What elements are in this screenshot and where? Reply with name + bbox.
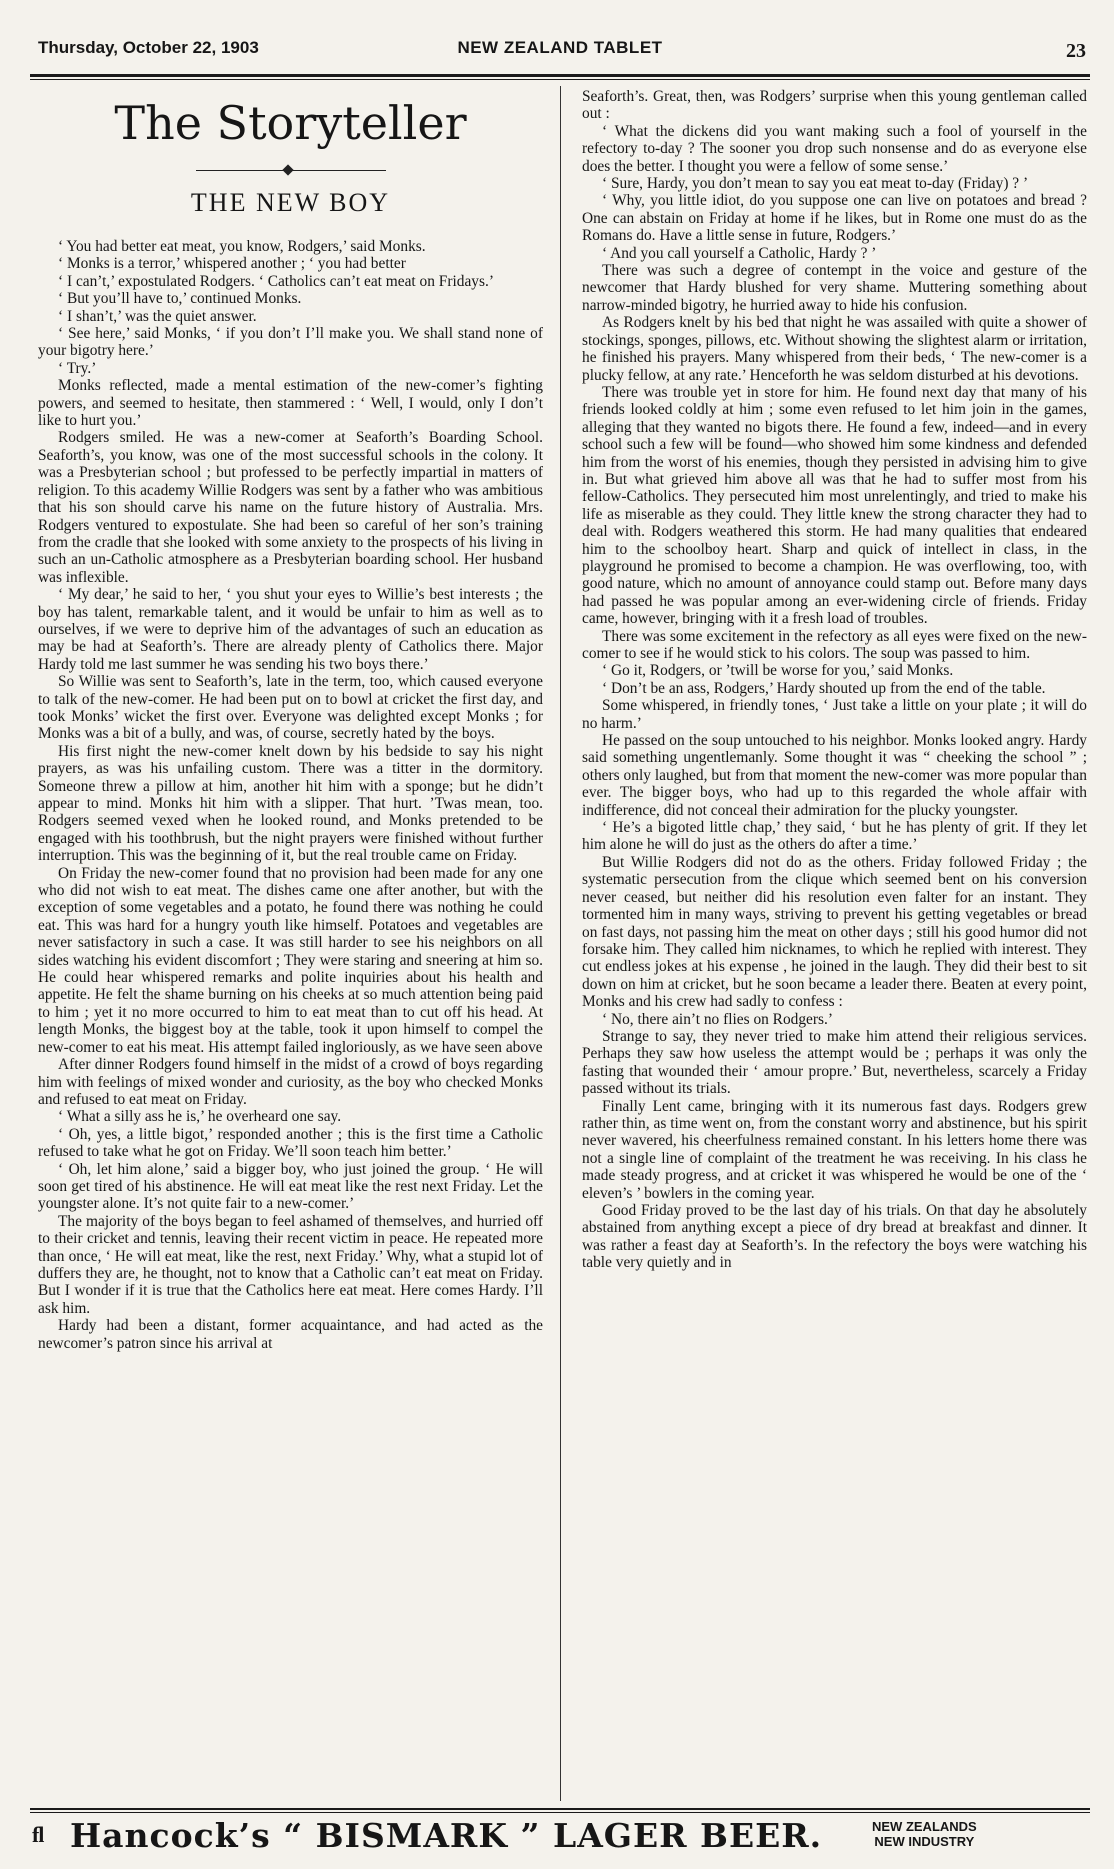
paragraph: ‘ See here,’ said Monks, ‘ if you don’t I’ll make you. We shall stand none of your bigotry here.’ bbox=[38, 325, 543, 360]
masthead bbox=[30, 28, 1090, 76]
paragraph: ‘ My dear,’ he said to her, ‘ you shut your eyes to Willie’s best interests ; the boy has talent, remarkable talent, and it would be unfair to him as well as to ourselves, if we were to deprive him of the advantages of such an education as may be had at Seaforth’s. There are already plenty of Catholics there. Major Hardy told me last summer he was sending his two boys there.’ bbox=[38, 586, 543, 673]
paragraph: His first night the new-comer knelt down by his bedside to say his night prayers, as was his unfailing custom. There was a titter in the dormitory. Someone threw a pillow at him, another hit him with a sponge; but he didn’t appear to mind. Monks hit him with a slipper. That hurt. ’Twas mean, too. Rodgers seemed vexed when he looked round, and Monks pretended to be engaged with his toothbrush, but the night prayers were finished without further interruption. This was the beginning of it, but the real trouble came on Friday. bbox=[38, 742, 543, 865]
paragraph: He passed on the soup untouched to his neighbor. Monks looked angry. Hardy said something ungentlemanly. Some thought it was “ cheeking the school ” ; others only laughed, but from that moment the new-comer was more popular than ever. The bigger boys, who had up to this regarded the whole affair with indifference, did not conceal their admiration for the plucky youngster. bbox=[582, 732, 1087, 819]
paragraph: Hardy had been a distant, former acquaintance, and had acted as the newcomer’s patron since his arrival at bbox=[38, 1317, 543, 1352]
paragraph: ‘ But you’ll have to,’ continued Monks. bbox=[58, 290, 302, 308]
advertisement-banner bbox=[30, 1816, 1090, 1856]
paragraph: Some whispered, in friendly tones, ‘ Just take a little on your plate ; it will do no harm.’ bbox=[582, 697, 1087, 732]
paragraph: ‘ Why, you little idiot, do you suppose one can live on potatoes and bread ? One can abstain on Friday at home if he likes, but in Rome one must do as the Romans do. Have a little sense in future, Rodgers.’ bbox=[582, 192, 1087, 245]
paragraph: The majority of the boys began to feel ashamed of themselves, and hurried off to their cricket and tennis, leaving their recent victim in peace. He repeated more than once, ‘ He will eat meat, like the rest, next Friday.’ Why, what a stupid lot of duffers they are, he thought, not to know that a Catholic can’t eat meat on Friday. But I wonder if it is true that the Catholics here eat meat. Here comes Hardy. I’ll ask him. bbox=[38, 1212, 543, 1317]
paragraph: Monks reflected, made a mental estimation of the new-comer’s fighting powers, and seemed to hesitate, then stammered : ‘ Well, I would, only I don’t like to hurt you.’ bbox=[38, 377, 543, 430]
left-column-body bbox=[38, 238, 543, 1352]
ornament-divider bbox=[196, 166, 386, 176]
ad-tagline bbox=[872, 1819, 977, 1849]
paragraph: ‘ And you call yourself a Catholic, Hardy ? ’ bbox=[602, 244, 877, 262]
paragraph: ‘ What the dickens did you want making such a fool of yourself in the refectory to-day ? The sooner you drop such nonsense and do as everyone else does the better. I thought you were a fellow of some sense.’ bbox=[582, 122, 1087, 175]
paragraph: ‘ Oh, yes, a little bigot,’ responded another ; this is the first time a Catholic refused to take what he got on Friday. We’ll soon teach him better.’ bbox=[38, 1125, 543, 1161]
paragraph: But Willie Rodgers did not do as the others. Friday followed Friday ; the systematic persecution from the clique which seemed bent on his conversion never ceased, but neither did his resolution even falter for an instant. They tormented him in many ways, striving to prevent his getting vegetables or bread on fast days, not passing him the meat on other days ; still his good humor did not forsake him. They called him nicknames, to which he replied with interest. They cut endless jokes at his expense , he joined in the laugh. They did their best to sit down on him at cricket, but he soon became a leader there. Beaten at every point, Monks and his crew had sadly to confess : bbox=[582, 853, 1087, 1011]
paper-name: NEW ZEALAND TABLET bbox=[457, 38, 663, 57]
left-column bbox=[38, 88, 543, 1352]
footer-rule-thin bbox=[30, 1812, 1090, 1813]
paragraph: Rodgers smiled. He was a new-comer at Seaforth’s Boarding School. Seaforth’s, you know, was one of the most successful schools in the colony. It was a Presbyterian school ; but professed to be perfectly impartial in matters of religion. To this academy Willie Rodgers was sent by a father who was ambitious that his son should carve his name on the future history of Australia. Mrs. Rodgers ventured to expostulate. She had been so careful of her son’s training from the cradle that she looked with some anxiety to the prospects of his living in such an un-Catholic atmosphere as a Presbyterian boarding school. Her husband was inflexible. bbox=[38, 429, 543, 586]
ad-mark: ﬂ bbox=[32, 1822, 45, 1847]
paragraph: ‘ Sure, Hardy, you don’t mean to say you eat meat to-day (Friday) ? ’ bbox=[602, 175, 1029, 193]
paragraph: ‘ Try.’ bbox=[58, 359, 97, 377]
paragraph: So Willie was sent to Seaforth’s, late in the term, too, which caused everyone to talk of the new-comer. He had been put on to bowl at cricket the first day, and took Monks’ wicket the first over. Everyone was delighted except Monks ; for Monks was a bit of a bully, and was, of course, secretly hated by the boys. bbox=[38, 673, 543, 743]
column-divider bbox=[560, 86, 561, 1801]
right-column-body bbox=[582, 88, 1087, 1272]
newspaper-page bbox=[30, 28, 1090, 1855]
paragraph: Strange to say, they never tried to make him attend their religious services. Perhaps they saw how useless the attempt would be ; perhaps it was only the fasting that wounded their ‘ amour propre.’ But, nevertheless, scarcely a Friday passed without its trials. bbox=[582, 1027, 1087, 1098]
ad-tagline-line1: NEW ZEALANDS bbox=[872, 1819, 977, 1834]
issue-date: Thursday, October 22, 1903 bbox=[38, 38, 259, 57]
paragraph: After dinner Rodgers found himself in the midst of a crowd of boys regarding him with feelings of mixed wonder and curiosity, as the boy who checked Monks and refused to eat meat on Friday. bbox=[38, 1056, 543, 1108]
paragraph: ‘ Don’t be an ass, Rodgers,’ Hardy shouted up from the end of the table. bbox=[602, 679, 1046, 697]
footer-rule bbox=[30, 1808, 1090, 1810]
ad-tagline-line2: NEW INDUSTRY bbox=[874, 1834, 975, 1849]
paragraph: ‘ I can’t,’ expostulated Rodgers. ‘ Catholics can’t eat meat on Fridays.’ bbox=[58, 272, 494, 290]
paragraph: ‘ I shan’t,’ was the quiet answer. bbox=[58, 307, 257, 325]
paragraph: Seaforth’s. Great, then, was Rodgers’ surprise when this young gentleman called out : bbox=[582, 88, 1087, 123]
paragraph: Good Friday proved to be the last day of his trials. On that day he absolutely abstained from anything except a piece of dry bread at breakfast and dinner. It was rather a feast day at Seaforth’s. In the refectory the boys were watching his table very quietly and in bbox=[582, 1202, 1087, 1272]
section-title: The Storyteller bbox=[114, 96, 467, 150]
masthead-rule-thin bbox=[30, 79, 1090, 80]
paragraph: ‘ Go it, Rodgers, or ’twill be worse for you,’ said Monks. bbox=[602, 662, 954, 680]
paragraph: There was such a degree of contempt in the voice and gesture of the newcomer that Hardy blushed for very shame. Muttering something about narrow-minded bigotry, he hurried away to hide his confusion. bbox=[582, 262, 1087, 314]
paragraph: ‘ What a silly ass he is,’ he overheard one say. bbox=[58, 1108, 342, 1126]
paragraph: On Friday the new-comer found that no provision had been made for any one who did not wish to eat meat. The dishes came one after another, but with the exception of some vegetables and a potato, he found there was nothing he could eat. This was hard for a hungry youth like himself. Potatoes and vegetables are never satisfactory in such a case. It was still harder to see his neighbors on all sides watching his evident discomfort ; They were staring and sneering at him so. He could hear whispered remarks and polite inquiries about his health and appetite. He felt the shame burning on his cheeks at so much attention being paid to him ; yet it no more occurred to him to eat meat than to cut off his head. At length Monks, the biggest boy at the table, took it upon himself to compel the new-comer to eat his meat. His attempt failed ingloriously, as we have seen above bbox=[38, 864, 543, 1056]
masthead-rule bbox=[30, 74, 1090, 77]
paragraph: ‘ No, there ain’t no flies on Rodgers.’ bbox=[602, 1010, 833, 1028]
paragraph: Finally Lent came, bringing with it its numerous fast days. Rodgers grew rather thin, as time went on, from the constant worry and abstinence, but his spirit never wavered, his cheerfulness remained constant. In his letters home there was not a single line of complaint of the treatment he was receiving. In his class he made steady progress, and at cricket it was whispered he would be one of the ‘ eleven’s ’ bowlers in the coming year. bbox=[582, 1097, 1087, 1202]
paragraph: As Rodgers knelt by his bed that night he was assailed with quite a shower of stockings, sponges, pillows, etc. Without showing the slightest alarm or irritation, he finished his prayers. Many whispered from their beds, ‘ The new-comer is a plucky fellow, at any rate.’ Henceforth he was seldom disturbed at his devotions. bbox=[582, 314, 1087, 384]
paragraph: ‘ Oh, let him alone,’ said a bigger boy, who just joined the group. ‘ He will soon get tired of his abstinence. He will eat meat like the rest next Friday. Let the youngster alone. It’s not quite fair to a new-comer.’ bbox=[38, 1160, 543, 1213]
paragraph: There was trouble yet in store for him. He found next day that many of his friends looked coldly at him ; some even refused to let him join in the games, alleging that they wanted no bigots there. He found a few, indeed—and in every school such a few will be found—who showed him some kindness and defended him from the worst of his enemies, though they persisted in advising him to give in. But what grieved him above all was that he had to suffer most from his fellow-Catholics. They persecuted him most unrelentingly, and tried to make his life as miserable as they could. They little knew the strong character they had to deal with. Rodgers weathered this storm. He had many qualities that endeared him to the schoolboy heart. Sharp and quick of intellect in class, in the playground he promised to become a champion. He was overflowing, too, with good nature, which no amount of annoyance could stamp out. Before many days had passed he was popular among an ever-widening circle of friends. Friday came, however, bringing with it a fresh load of troubles. bbox=[582, 383, 1087, 628]
story-title: THE NEW BOY bbox=[190, 188, 391, 217]
ad-headline: Hancock’s “ BISMARK ” LAGER BEER. bbox=[70, 1816, 823, 1855]
paragraph: ‘ Monks is a terror,’ whispered another ; ‘ you had better bbox=[58, 255, 406, 273]
paragraph: There was some excitement in the refectory as all eyes were fixed on the new-comer to see if he would stick to his colors. The soup was passed to him. bbox=[582, 627, 1087, 662]
right-column bbox=[582, 88, 1087, 1272]
paragraph: ‘ You had better eat meat, you know, Rodgers,’ said Monks. bbox=[58, 238, 426, 255]
page-number: 23 bbox=[1066, 40, 1086, 62]
paragraph: ‘ He’s a bigoted little chap,’ they said, ‘ but he has plenty of grit. If they let him alone he will do just as the others do after a time.’ bbox=[582, 819, 1087, 854]
